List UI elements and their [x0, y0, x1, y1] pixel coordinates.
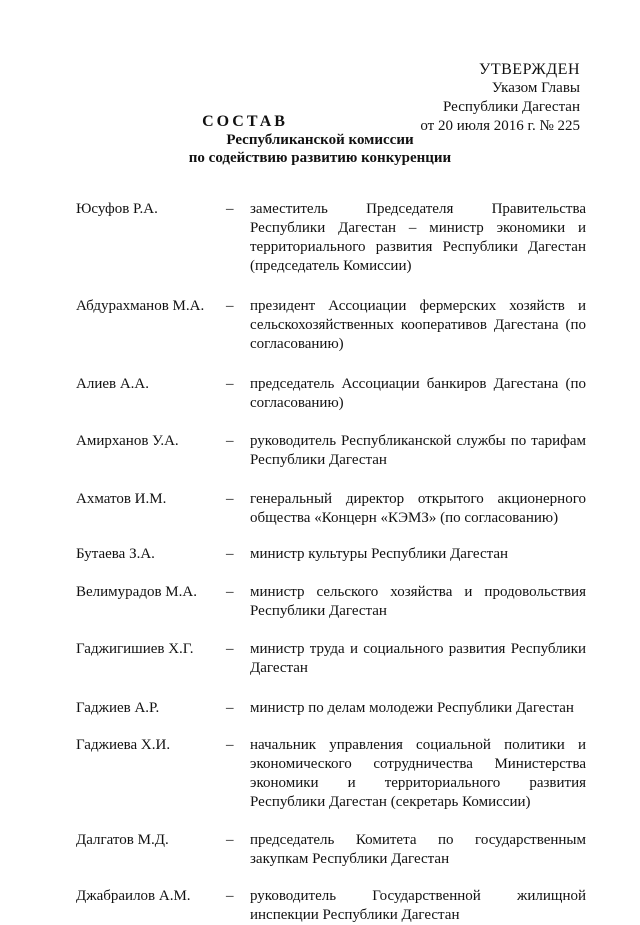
member-dash: – [226, 201, 234, 217]
member-dash: – [226, 584, 234, 600]
member-dash: – [226, 433, 234, 449]
approval-republic-line: Республики Дагестан [443, 99, 580, 115]
member-role: министр по делам молодежи Республики Дагестан [250, 700, 574, 716]
approval-decree-line: Указом Главы [491, 80, 580, 96]
member-row [76, 490, 586, 528]
member-row [76, 736, 586, 812]
member-dash: – [226, 888, 234, 904]
member-role: президент Ассоциации фермерских хозяйств и сельскохозяйственных кооперативов Дагестана (по согласованию) [250, 298, 586, 352]
member-name: Далгатов М.Д. [76, 832, 169, 848]
document-title [0, 113, 640, 167]
member-name: Алиев А.А. [76, 376, 150, 392]
member-name: Бутаева З.А. [76, 546, 155, 562]
member-name: Гаджиева Х.И. [76, 737, 171, 753]
member-name: Юсуфов Р.А. [76, 201, 158, 217]
member-name: Велимурадов М.А. [76, 584, 197, 600]
member-dash: – [226, 298, 234, 314]
member-row [76, 375, 586, 413]
member-role: руководитель Республиканской службы по тарифам Республики Дагестан [250, 433, 586, 468]
approved-label: УТВЕРЖДЕН [479, 61, 580, 78]
member-name: Гаджигишиев Х.Г. [76, 641, 194, 657]
member-dash: – [226, 376, 234, 392]
title-heading: СОСТАВ [202, 113, 288, 130]
member-name: Джабраилов А.М. [76, 888, 191, 904]
member-role: руководитель Государственной жилищной инспекции Республики Дагестан [250, 888, 586, 923]
members-list [76, 181, 586, 925]
member-role: председатель Ассоциации банкиров Дагестана (по согласованию) [250, 376, 586, 411]
member-row [76, 831, 586, 869]
member-row [76, 432, 586, 470]
member-row [76, 545, 586, 564]
member-dash: – [226, 700, 234, 716]
member-role: председатель Комитета по государственным закупкам Республики Дагестан [250, 832, 586, 867]
member-row [76, 640, 586, 678]
member-role: министр труда и социального развития Республики Дагестан [250, 641, 586, 676]
member-role: генеральный директор открытого акционерного общества «Концерн «КЭМЗ» (по согласованию) [250, 491, 586, 526]
member-dash: – [226, 737, 234, 753]
member-name: Ахматов И.М. [76, 491, 167, 507]
title-line-1: Республиканской комиссии [226, 132, 414, 148]
member-row [76, 200, 586, 276]
member-row [76, 699, 586, 718]
member-role: заместитель Председателя Правительства Республики Дагестан – министр экономики и территориального развития Республики Дагестан (председатель Комиссии) [250, 201, 586, 274]
member-name: Амирханов У.А. [76, 433, 179, 449]
member-role: министр культуры Республики Дагестан [250, 546, 509, 562]
member-row [76, 583, 586, 621]
member-role: министр сельского хозяйства и продовольствия Республики Дагестан [250, 584, 586, 619]
member-row [76, 297, 586, 354]
title-line-2: по содействию развитию конкуренции [188, 150, 452, 166]
member-dash: – [226, 546, 234, 562]
member-role: начальник управления социальной политики и экономического сотрудничества Министерства экономики и территориального развития Республики Дагестан (секретарь Комиссии) [250, 737, 586, 810]
member-row [76, 887, 586, 925]
member-dash: – [226, 641, 234, 657]
approval-date-line: от 20 июля 2016 г. № 225 [420, 118, 580, 134]
member-dash: – [226, 491, 234, 507]
member-name: Гаджиев А.Р. [76, 700, 160, 716]
member-dash: – [226, 832, 234, 848]
member-name: Абдурахманов М.А. [76, 298, 205, 314]
